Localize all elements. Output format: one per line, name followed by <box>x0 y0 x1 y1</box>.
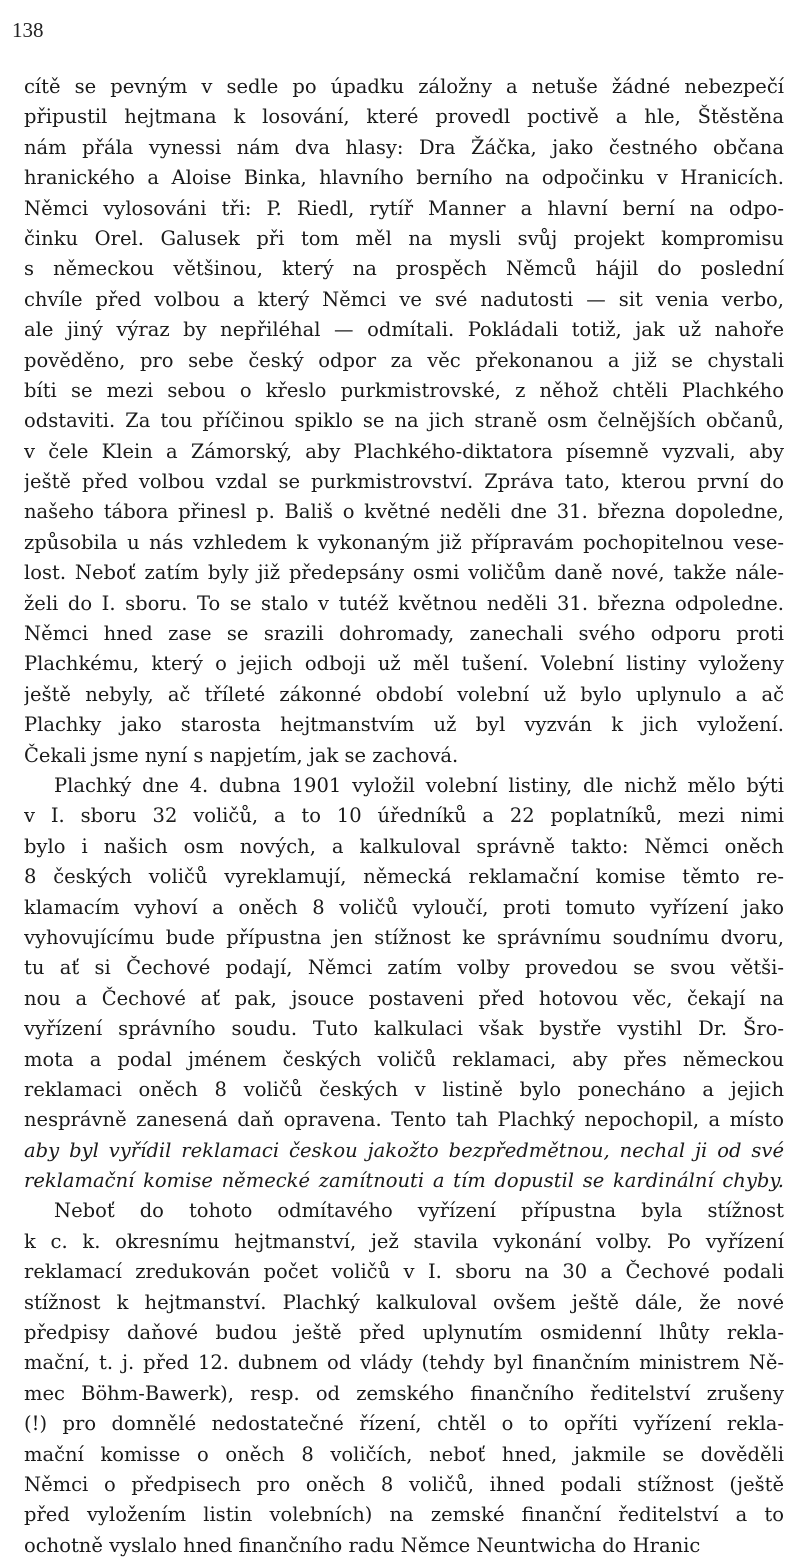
text-line: připustil hejtmana k losování, které provedl poctivě a hle, Štěstěna <box>24 105 784 129</box>
text-line: reklamací zredukován počet voličů v I. sboru na 30 a Čechové podali <box>24 1260 784 1284</box>
text-line: způsobila u nás vzhledem k vykonaným již přípravám pochopitelnou vese- <box>24 530 784 554</box>
text-line: ještě před volbou vzdal se purkmistrovství. Zpráva tato, kterou první do <box>24 470 784 494</box>
text-line: Němci hned zase se srazili dohromady, zanechali svého odporu proti <box>24 622 784 646</box>
text-line: hranického a Aloise Binka, hlavního berního na odpočinku v Hranicích. <box>24 166 784 190</box>
text-line: 8 českých voličů vyreklamují, německá reklamační komise těmto re- <box>24 865 784 889</box>
text-line: před vyložením listin volebních) na zemské finanční ředitelství a to <box>24 1503 784 1527</box>
text-line: (!) pro domnělé nedostatečné řízení, chtěl o to opříti vyřízení rekla- <box>24 1412 784 1436</box>
text-line: nou a Čechové ať pak, jsouce postaveni před hotovou věc, čekají na <box>24 986 784 1010</box>
text-line: činku Orel. Galusek při tom měl na mysli svůj projekt kompromisu <box>24 226 784 250</box>
text-line: nesprávně zanesená daň opravena. Tento tah Plachký nepochopil, a místo <box>24 1108 784 1132</box>
text-line: klamacím vyhoví a oněch 8 voličů vyloučí, proti tomuto vyřízení jako <box>24 895 784 919</box>
text-line: nám přála vynessi nám dva hlasy: Dra Žáčka, jako čestného občana <box>24 135 784 159</box>
text-line: vyřízení správního soudu. Tuto kalkulaci však bystře vystihl Dr. Šro- <box>24 1017 784 1041</box>
text-line: mec Böhm-Bawerk), resp. od zemského finančního ředitelství zrušeny <box>24 1381 784 1405</box>
text-line: želi do I. sboru. To se stalo v tutéž květnou neděli 31. března odpoledne. <box>24 591 784 615</box>
text-line: s německou většinou, který na prospěch Němců hájil do poslední <box>24 257 784 281</box>
text-line: ochotně vyslalo hned finančního radu Němce Neuntwicha do Hranic <box>24 1533 701 1557</box>
text-line: Plachkému, který o jejich odboji už měl tušení. Volební listiny vyloženy <box>24 652 784 676</box>
text-line: Plachký dne 4. dubna 1901 vyložil volební listiny, dle nichž mělo býti <box>54 773 784 797</box>
text-line: chvíle před volbou a který Němci ve své nadutosti — sit venia verbo, <box>24 287 784 311</box>
text-line: předpisy daňové budou ještě před uplynutím osmidenní lhůty rekla- <box>24 1321 784 1345</box>
text-line: našeho tábora přinesl p. Bališ o květné neděli dne 31. března dopoledne, <box>24 500 784 524</box>
text-line: mační, t. j. před 12. dubnem od vlády (tehdy byl finančním ministrem Ně- <box>24 1351 784 1375</box>
text-line: Čekali jsme nyní s napjetím, jak se zachová. <box>24 743 459 767</box>
text-line: mota a podal jménem českých voličů reklamaci, aby přes německou <box>24 1047 784 1071</box>
text-line: Němci o předpisech pro oněch 8 voličů, ihned podali stížnost (ještě <box>24 1472 784 1496</box>
text-line: k c. k. okresnímu hejtmanství, jež stavila vykonání volby. Po vyřízení <box>24 1229 784 1253</box>
text-line: lost. Neboť zatím byly již předepsány osmi voličům daně nové, takže nále- <box>24 561 784 585</box>
body-text <box>24 72 784 1561</box>
text-line: stížnost k hejtmanství. Plachký kalkuloval ovšem ještě dále, že nové <box>24 1290 784 1314</box>
text-line: odstaviti. Za tou příčinou spiklo se na jich straně osm čelnějších občanů, <box>24 409 784 433</box>
text-line: bíti se mezi sebou o křeslo purkmistrovské, z něhož chtěli Plachkého <box>24 378 784 402</box>
text-line: Němci vylosováni tři: P. Riedl, rytíř Manner a hlavní berní na odpo- <box>24 196 784 220</box>
page-number: 138 <box>12 18 44 42</box>
text-line: ještě nebyly, ač tříleté zákonné období volební už bylo uplynulo a ač <box>24 682 784 706</box>
text-line: ale jiný výraz by nepřiléhal — odmítali. Pokládali totiž, jak už nahoře <box>24 318 784 342</box>
text-line: Neboť do tohoto odmítavého vyřízení přípustna byla stížnost <box>54 1199 784 1223</box>
text-line: v čele Klein a Zámorský, aby Plachkého-diktatora písemně vyzvali, aby <box>24 439 784 463</box>
text-line: bylo i našich osm nových, a kalkuloval správně takto: Němci oněch <box>24 834 784 858</box>
text-line: tu ať si Čechové podají, Němci zatím volby provedou se svou větši- <box>24 956 784 980</box>
text-line: aby byl vyřídil reklamaci českou jakožto bezpředmětnou, nechal ji od své <box>24 1138 784 1162</box>
text-line: cítě se pevným v sedle po úpadku záložny a netuše žádné nebezpečí <box>24 75 784 98</box>
text-line: reklamační komise německé zamítnouti a tím dopustil se kardinální chyby. <box>24 1169 784 1193</box>
text-line: reklamaci oněch 8 voličů českých v listině bylo ponecháno a jejich <box>24 1077 784 1101</box>
text-line: v I. sboru 32 voličů, a to 10 úředníků a 22 poplatníků, mezi nimi <box>24 804 784 828</box>
text-line: Plachky jako starosta hejtmanstvím už byl vyzván k jich vyložení. <box>24 713 784 737</box>
text-line: mační komisse o oněch 8 voličích, neboť hned, jakmile se dověděli <box>24 1442 784 1466</box>
text-line: pověděno, pro sebe český odpor za věc překonanou a již se chystali <box>24 348 784 372</box>
text-line: vyhovujícímu bude přípustna jen stížnost ke správnímu soudnímu dvoru, <box>24 925 784 949</box>
